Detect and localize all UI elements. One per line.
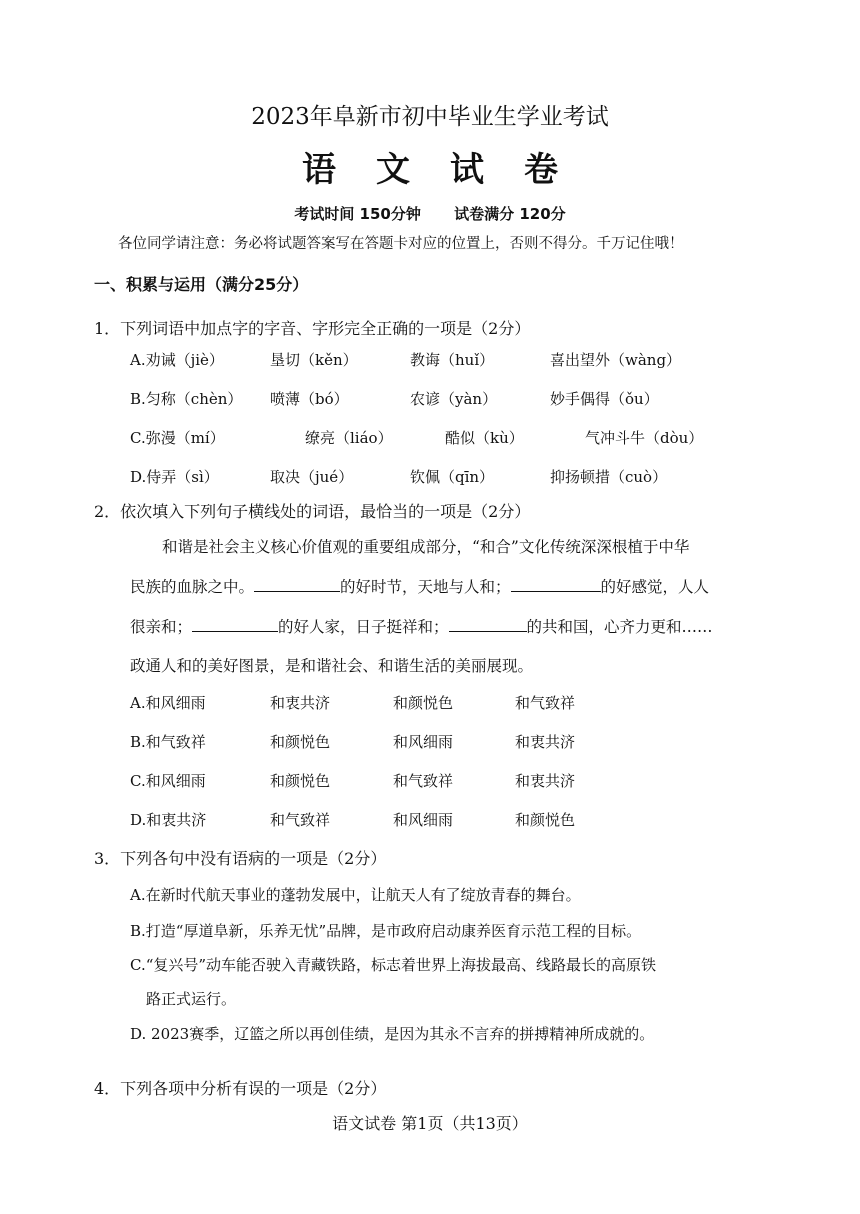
subject-title: 语文试卷 bbox=[302, 150, 598, 190]
exam-time: 考试时间 150分钟 bbox=[294, 205, 421, 223]
question-3-option-a: A.在新时代航天事业的蓬勃发展中，让航天人有了绽放青春的舞台。 bbox=[130, 886, 581, 904]
passage-text: 的共和国，心齐力更和…… bbox=[526, 618, 713, 636]
passage-text: 民族的血脉之中。 bbox=[130, 578, 255, 596]
exam-meta bbox=[0, 203, 860, 224]
question-3-stem: 3．下列各句中没有语病的一项是（2分） bbox=[94, 849, 387, 868]
option-cell: D.和衷共济 bbox=[130, 811, 207, 829]
page-footer: 语文试卷 第1页（共13页） bbox=[332, 1114, 528, 1133]
passage-line bbox=[130, 575, 709, 597]
option-cell: 和气致祥 bbox=[270, 811, 331, 829]
option-cell: 喜出望外（wàng） bbox=[550, 351, 682, 369]
option-cell: 和气致祥 bbox=[515, 694, 576, 712]
option-cell: 气冲斗牛（dòu） bbox=[585, 429, 704, 447]
option-cell: 和颜悦色 bbox=[270, 772, 331, 790]
fill-blank bbox=[449, 617, 527, 632]
option-cell: 和衷共济 bbox=[515, 733, 576, 751]
passage-text: 的好人家，日子挺祥和； bbox=[278, 618, 449, 636]
option-cell: B.匀称（chèn） bbox=[130, 390, 243, 408]
question-1-stem: 1．下列词语中加点字的字音、字形完全正确的一项是（2分） bbox=[94, 319, 531, 338]
option-cell: 农谚（yàn） bbox=[410, 390, 498, 408]
option-cell: A.和风细雨 bbox=[130, 694, 206, 712]
option-cell: 垦切（kěn） bbox=[270, 351, 358, 369]
option-cell: B.和气致祥 bbox=[130, 733, 206, 751]
section-heading: 一、积累与运用（满分25分） bbox=[94, 275, 309, 294]
option-cell: 教诲（huǐ） bbox=[410, 351, 495, 369]
passage-text: 很亲和； bbox=[130, 618, 193, 636]
option-cell: 取决（jué） bbox=[270, 468, 354, 486]
option-cell: 钦佩（qīn） bbox=[410, 468, 495, 486]
option-cell: 和气致祥 bbox=[393, 772, 454, 790]
option-cell: 和颜悦色 bbox=[393, 694, 454, 712]
option-cell: 和风细雨 bbox=[393, 733, 454, 751]
option-cell: 酷似（kù） bbox=[445, 429, 524, 447]
exam-notice: 各位同学请注意：务必将试题答案写在答题卡对应的位置上，否则不得分。千万记住哦！ bbox=[118, 236, 684, 252]
exam-score: 试卷满分 120分 bbox=[454, 205, 566, 223]
option-cell: C.弥漫（mí） bbox=[130, 429, 225, 447]
option-cell: D.侍弄（sì） bbox=[130, 468, 219, 486]
passage-line: 和谐是社会主义核心价值观的重要组成部分，“和合”文化传统深深根植于中华 bbox=[162, 538, 690, 556]
option-cell: 缭亮（liáo） bbox=[305, 429, 393, 447]
question-4-stem: 4．下列各项中分析有误的一项是（2分） bbox=[94, 1079, 387, 1098]
option-cell: 和衷共济 bbox=[515, 772, 576, 790]
exam-title: 2023年阜新市初中毕业生学业考试 bbox=[251, 104, 609, 130]
question-2-stem: 2．依次填入下列句子横线处的词语，最恰当的一项是（2分） bbox=[94, 502, 531, 521]
passage-text: 的好时节，天地与人和； bbox=[340, 578, 511, 596]
option-cell: 抑扬顿措（cuò） bbox=[550, 468, 668, 486]
option-cell: A.劝诫（jiè） bbox=[130, 351, 224, 369]
question-3-option-d: D. 2023赛季，辽篮之所以再创佳绩，是因为其永不言弃的拼搏精神所成就的。 bbox=[130, 1025, 655, 1043]
question-3-option-c: C.“复兴号”动车能否驶入青藏铁路，标志着世界上海拔最高、线路最长的高原铁 bbox=[130, 956, 657, 974]
fill-blank bbox=[511, 577, 601, 592]
passage-line bbox=[130, 615, 713, 637]
option-cell: 和衷共济 bbox=[270, 694, 331, 712]
passage-text: 的好感觉，人人 bbox=[600, 578, 710, 596]
option-cell: 喷薄（bó） bbox=[270, 390, 349, 408]
question-3-option-c-cont: 路正式运行。 bbox=[146, 990, 237, 1008]
option-cell: 和风细雨 bbox=[393, 811, 454, 829]
fill-blank bbox=[192, 617, 278, 632]
option-cell: C.和风细雨 bbox=[130, 772, 206, 790]
option-cell: 妙手偶得（ǒu） bbox=[550, 390, 659, 408]
fill-blank bbox=[254, 577, 340, 592]
option-cell: 和颜悦色 bbox=[270, 733, 331, 751]
option-cell: 和颜悦色 bbox=[515, 811, 576, 829]
question-3-option-b: B.打造“厚道阜新，乐养无忧”品牌，是市政府启动康养医育示范工程的目标。 bbox=[130, 922, 642, 940]
passage-line: 政通人和的美好图景，是和谐社会、和谐生活的美丽展现。 bbox=[130, 657, 534, 675]
